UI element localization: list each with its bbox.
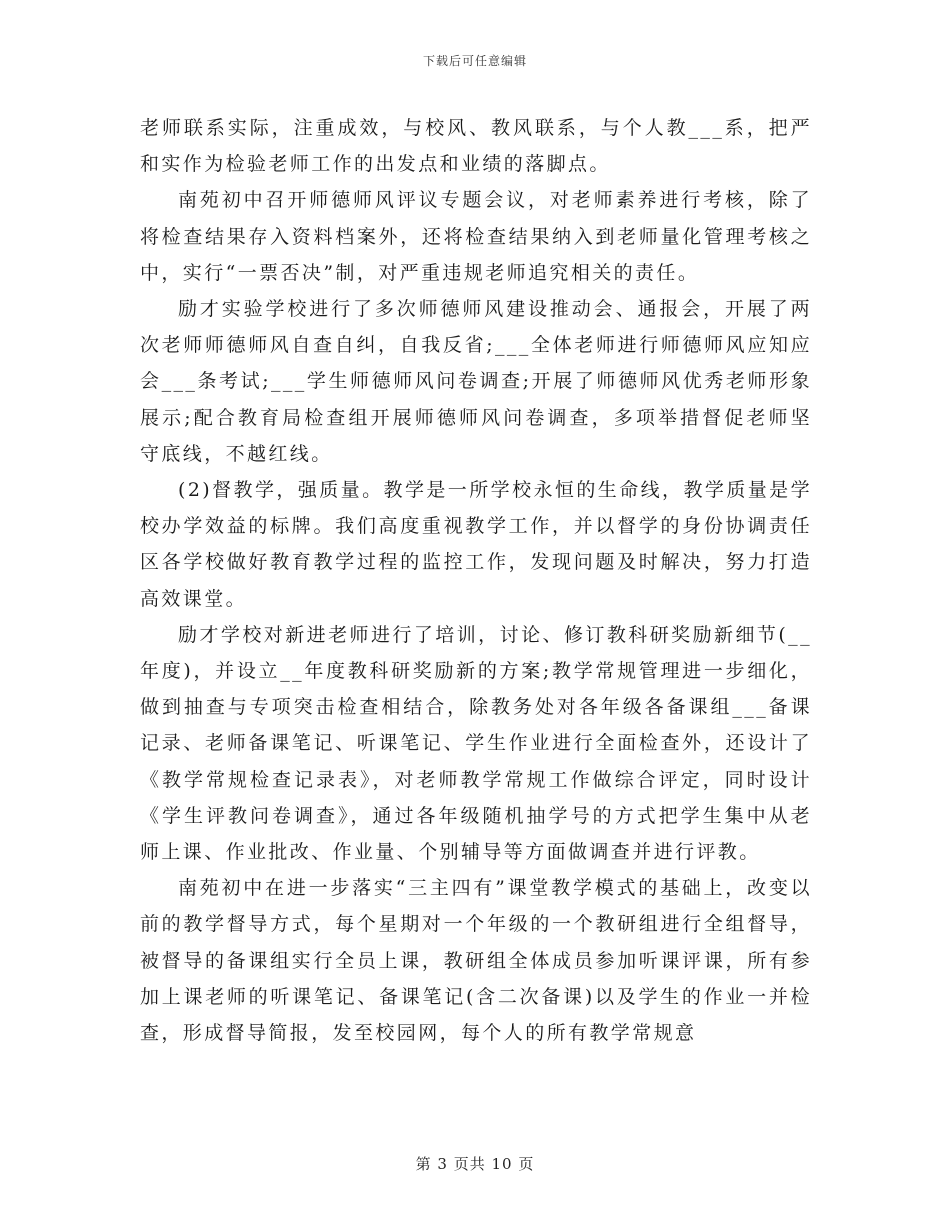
paragraph-licai-training: 励才学校对新进老师进行了培训，讨论、修订教科研奖励新细节(__年度)，并设立__年度教科研奖励新的方案;教学常规管理进一步细化，做到抽查与专项突击检查相结合，除教务处对各年级各备课组___备课记录、老师备课笔记、听课笔记、学生作业进行全面检查外，还设计了《教学常规检查记录表》，对老师教学常规工作做综合评定，同时设计《学生评教问卷调查》，通过各年级随机抽学号的方式把学生集中从老师上课、作业批改、作业量、个别辅导等方面做调查并进行评教。 <box>140 623 812 864</box>
page-header-note: 下载后可任意编辑 <box>422 54 527 68</box>
paragraph-nanyuan-supervision: 南苑初中在进一步落实“三主四有”课堂教学模式的基础上，改变以前的教学督导方式，每个星期对一个年级的一个教研组进行全组督导，被督导的备课组实行全员上课，教研组全体成员参加听课评课，所有参加上课老师的听课笔记、备课笔记(含二次备课)以及学生的作业一并检查，形成督导简报，发至校园网，每个人的所有教学常规意 <box>140 877 812 1045</box>
paragraph-licai-ethics: 励才实验学校进行了多次师德师风建设推动会、通报会，开展了两次老师师德师风自查自纠，自我反省;___全体老师进行师德师风应知应会___条考试;___学生师德师风问卷调查;开展了师德师风优秀老师形象展示;配合教育局检查组开展师德师风问卷调查，多项举措督促老师坚守底线，不越红线。 <box>140 298 812 465</box>
paragraph-continuation: 老师联系实际，注重成效，与校风、教风联系，与个人教___系，把严和实作为检验老师工作的出发点和业绩的落脚点。 <box>140 117 812 176</box>
paragraph-nanyuan-review: 南苑初中召开师德师风评议专题会议，对老师素养进行考核，除了将检查结果存入资料档案外，还将检查结果纳入到老师量化管理考核之中，实行“一票否决”制，对严重违规老师追究相关的责任。 <box>140 189 812 284</box>
document-body <box>140 110 812 1051</box>
page-number: 第 3 页共 10 页 <box>415 1155 535 1173</box>
paragraph-teaching-quality: (2)督教学，强质量。教学是一所学校永恒的生命线，教学质量是学校办学效益的标牌。我们高度重视教学工作，并以督学的身份协调责任区各学校做好教育教学过程的监控工作，发现问题及时解决，努力打造高效课堂。 <box>140 479 812 610</box>
